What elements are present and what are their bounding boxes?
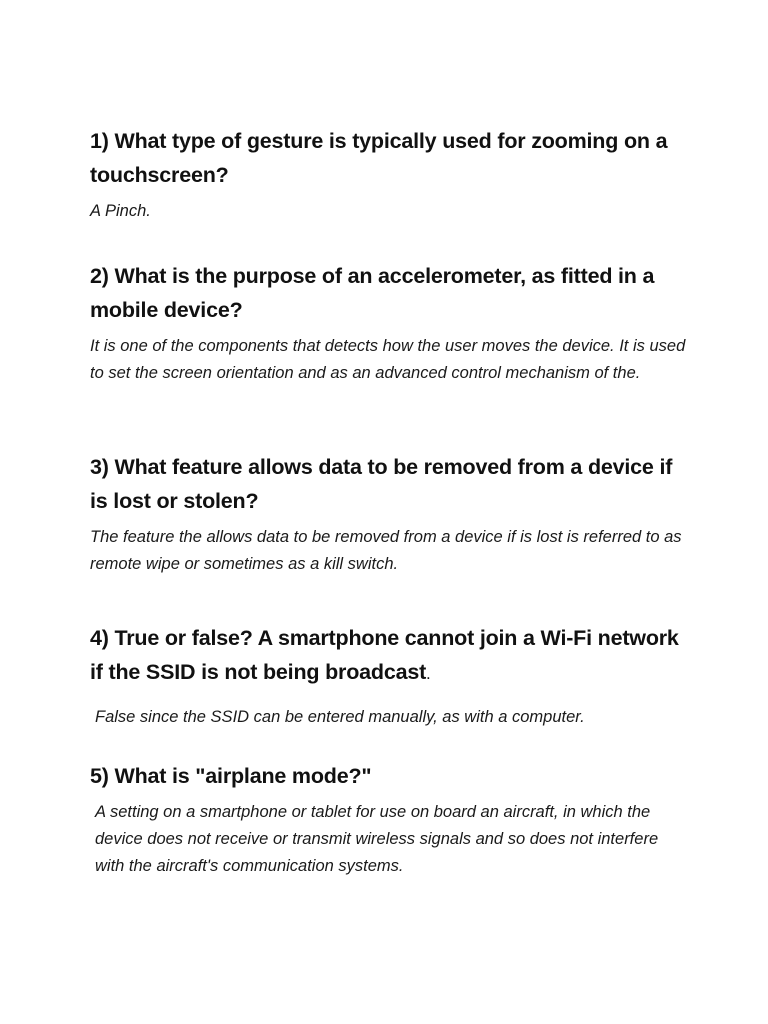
answer-5 <box>90 799 690 880</box>
qa-item-1 <box>90 124 690 225</box>
question-4-text: 4) True or false? A smartphone cannot join a Wi-Fi network if the SSID is not being broadcast <box>90 626 679 684</box>
answer-1: A Pinch. <box>90 202 151 220</box>
qa-item-5 <box>90 759 690 880</box>
qa-item-3 <box>90 450 690 578</box>
answer-5-text: A setting on a smartphone or tablet for use on board an aircraft, in which the device does not receive or transmit wireless signals and so does not interfere with the aircraft's communication systems. <box>95 803 659 875</box>
question-2: 2) What is the purpose of an accelerometer, as fitted in a mobile device? <box>90 264 655 322</box>
question-1: 1) What type of gesture is typically used for zooming on a touchscreen? <box>90 129 668 187</box>
question-4-period: . <box>426 664 431 683</box>
qa-item-2 <box>90 259 690 387</box>
answer-3: The feature the allows data to be removed from a device if is lost is referred to as remote wipe or sometimes as a kill switch. <box>90 528 682 573</box>
question-4 <box>90 621 690 691</box>
answer-4: False since the SSID can be entered manually, as with a computer. <box>95 708 585 726</box>
question-3: 3) What feature allows data to be removed from a device if is lost or stolen? <box>90 455 673 513</box>
qa-item-4 <box>90 621 690 731</box>
answer-2: It is one of the components that detects how the user moves the device. It is used to set the screen orientation and as an advanced control mechanism of the. <box>90 337 686 382</box>
question-5: 5) What is "airplane mode?" <box>90 764 372 788</box>
